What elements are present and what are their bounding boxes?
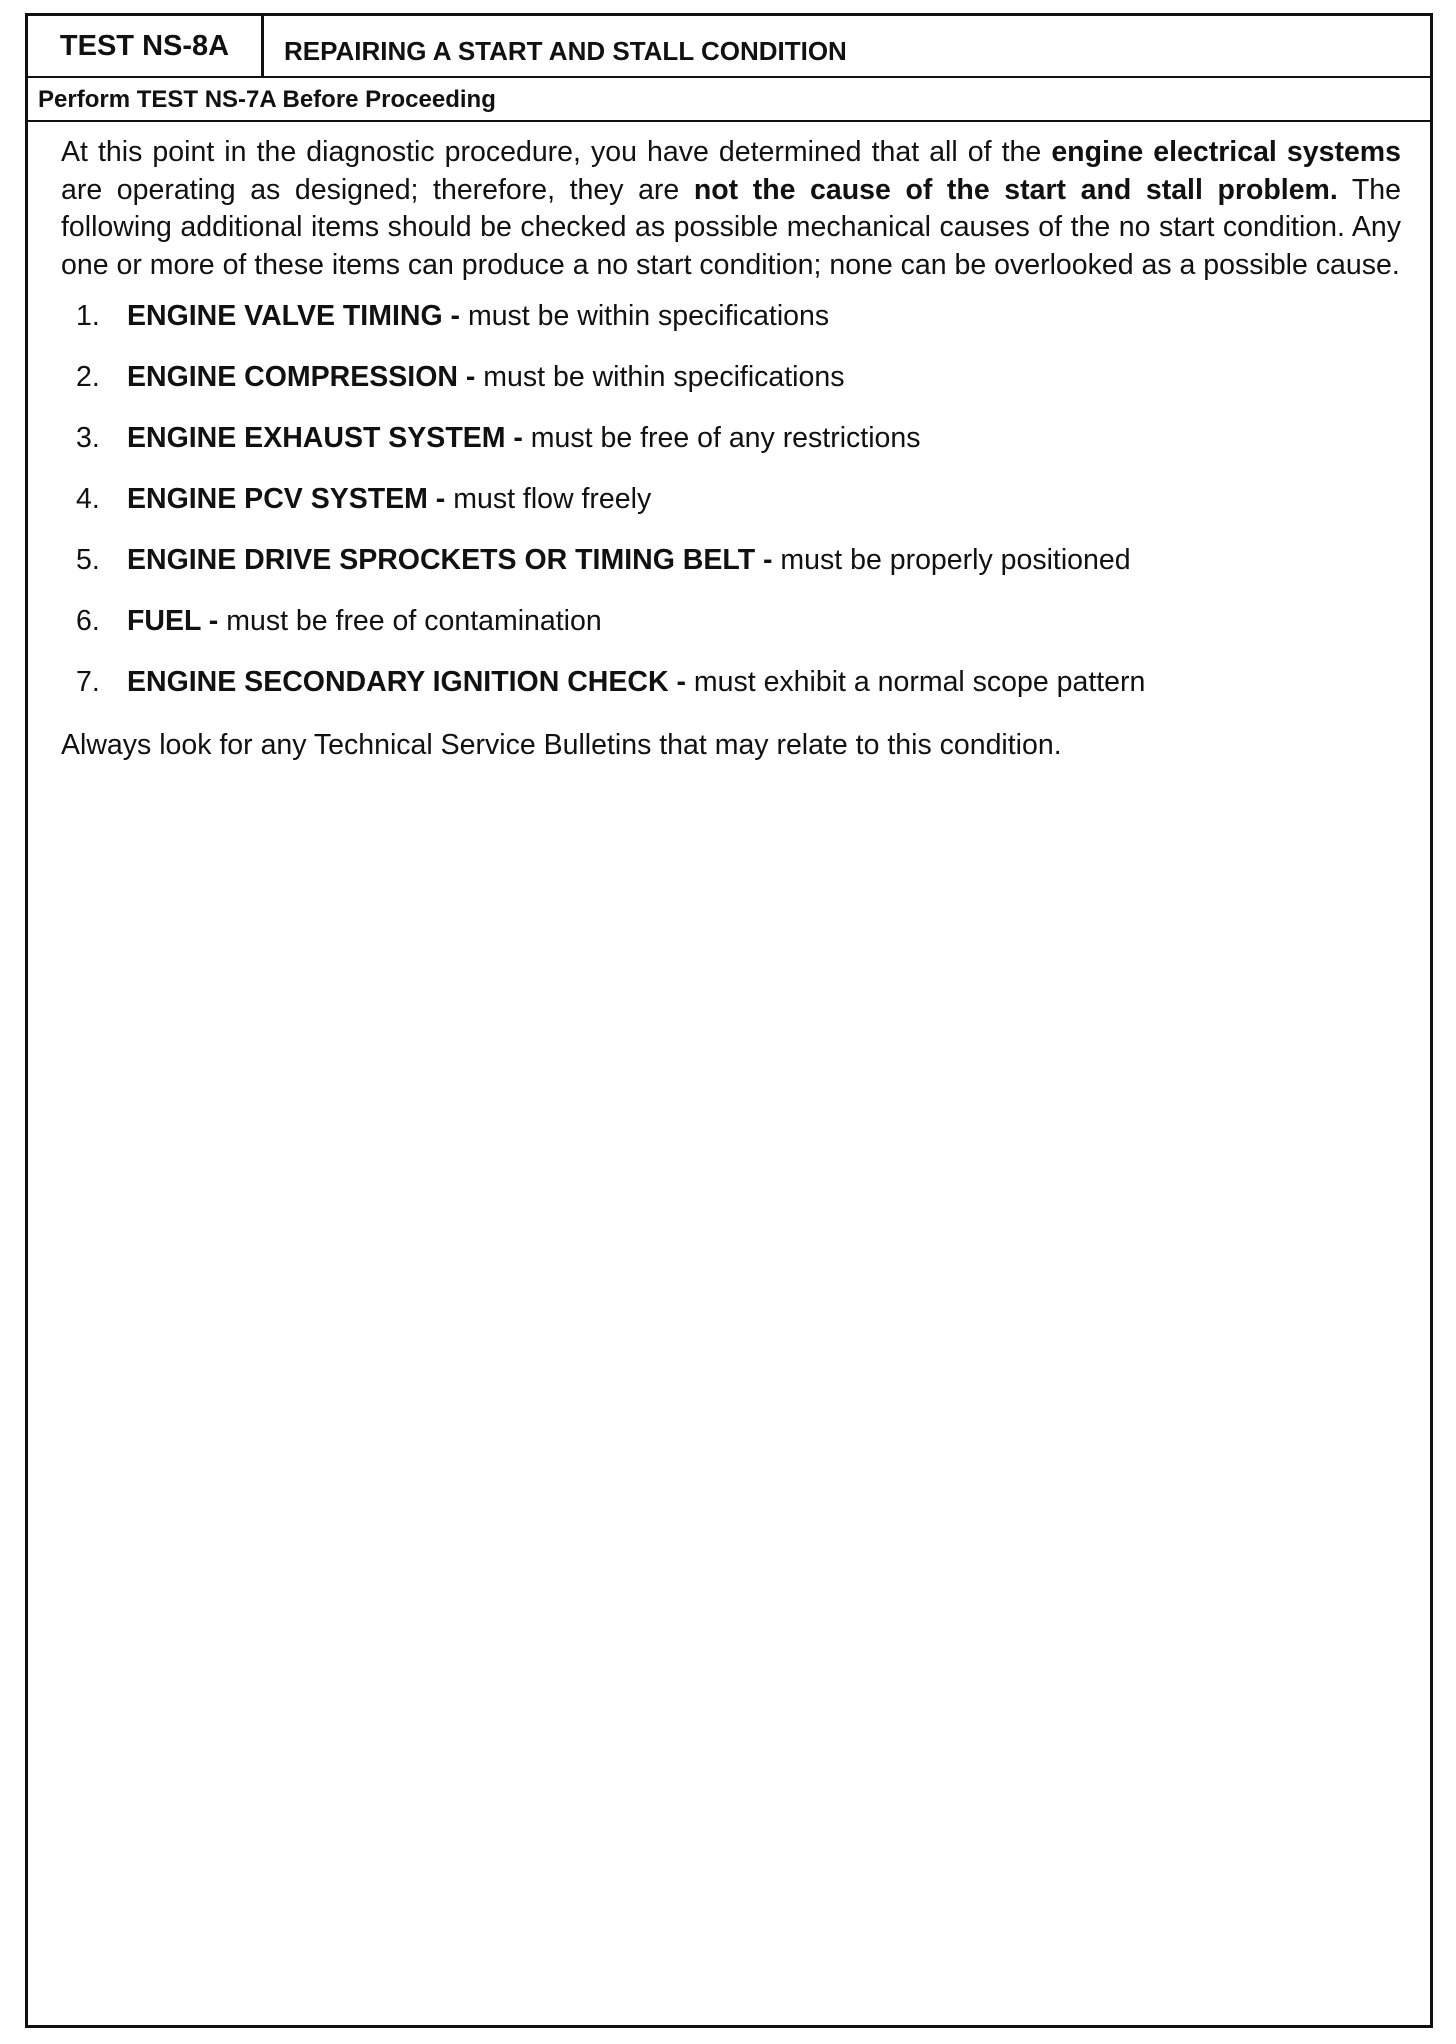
item-description: must be free of contamination xyxy=(218,605,602,637)
check-list xyxy=(61,298,1401,725)
item-number: 2. xyxy=(76,361,100,393)
check-item xyxy=(61,603,1401,664)
item-term: ENGINE EXHAUST SYSTEM - xyxy=(127,422,523,454)
item-term: ENGINE PCV SYSTEM - xyxy=(127,483,446,515)
closing-note: Always look for any Technical Service Bulletins that may relate to this condition. xyxy=(61,729,1062,761)
intro-paragraph xyxy=(61,134,1401,284)
item-number: 1. xyxy=(76,300,100,332)
item-description: must be free of any restrictions xyxy=(522,422,921,454)
check-item xyxy=(61,664,1401,725)
procedure-body xyxy=(61,134,1401,764)
check-item xyxy=(61,481,1401,542)
item-term: ENGINE DRIVE SPROCKETS OR TIMING BELT - xyxy=(127,544,773,576)
item-description: must flow freely xyxy=(445,483,652,515)
check-item xyxy=(61,359,1401,420)
test-title: REPAIRING A START AND STALL CONDITION xyxy=(284,36,847,66)
procedure-sheet xyxy=(25,13,1433,2028)
intro-text-3: The following additional items should be checked as possible mechanical causes of the no start condition. Any one or more of these items can produce a no start condition; none can be overlooked as a possible cause. xyxy=(61,173,1401,281)
item-description: must be within specifications xyxy=(475,361,845,393)
prerequisite-row xyxy=(28,78,1430,122)
header-row xyxy=(28,16,1430,78)
item-term: FUEL - xyxy=(127,605,219,637)
item-number: 4. xyxy=(76,483,100,515)
item-term: ENGINE SECONDARY IGNITION CHECK - xyxy=(127,666,686,698)
item-number: 3. xyxy=(76,422,100,454)
intro-bold-2: not the cause of the start and stall problem. xyxy=(693,173,1338,206)
check-item xyxy=(61,420,1401,481)
item-description: must be properly positioned xyxy=(772,544,1131,576)
item-description: must be within specifications xyxy=(460,300,830,332)
test-id: TEST NS-8A xyxy=(28,16,264,76)
item-number: 7. xyxy=(76,666,100,698)
intro-text-1: At this point in the diagnostic procedure, you have determined that all of the xyxy=(61,136,1052,168)
item-number: 6. xyxy=(76,605,100,637)
prerequisite-text: Perform TEST NS-7A Before Proceeding xyxy=(38,86,496,113)
item-term: ENGINE VALVE TIMING - xyxy=(127,300,461,332)
intro-bold-1: engine electrical systems xyxy=(1051,136,1402,168)
item-number: 5. xyxy=(76,544,100,576)
item-term: ENGINE COMPRESSION - xyxy=(127,361,476,393)
check-item xyxy=(61,298,1401,359)
intro-text-2: are operating as designed; therefore, they are xyxy=(61,173,694,206)
check-item xyxy=(61,542,1401,603)
item-description: must exhibit a normal scope pattern xyxy=(685,666,1146,698)
